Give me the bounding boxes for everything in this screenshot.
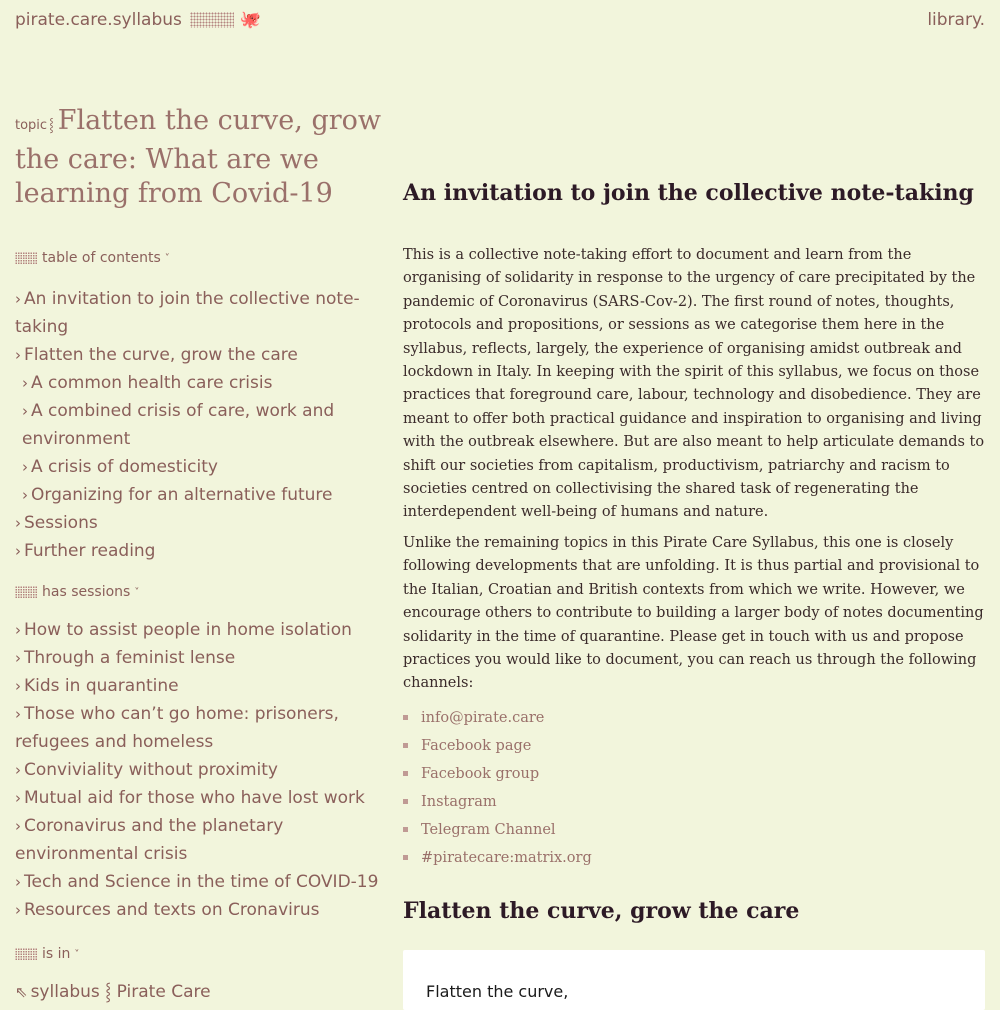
grid-icon bbox=[15, 252, 37, 265]
chevron-right-icon: › bbox=[15, 649, 21, 667]
contact-link[interactable] bbox=[403, 704, 985, 732]
main-content bbox=[403, 180, 985, 924]
toc-item[interactable] bbox=[15, 537, 390, 565]
toc-list bbox=[15, 285, 390, 565]
topic-heading bbox=[15, 104, 390, 211]
chevron-right-icon: › bbox=[15, 873, 21, 891]
sessions-label: has sessions bbox=[42, 584, 131, 600]
grid-icon bbox=[15, 948, 37, 961]
toc-label: table of contents bbox=[42, 250, 161, 266]
session-item-label: Kids in quarantine bbox=[24, 676, 179, 696]
sessions-section bbox=[15, 584, 390, 924]
session-item[interactable] bbox=[15, 672, 390, 700]
bullet-icon bbox=[403, 743, 408, 748]
contact-label: info@pirate.care bbox=[421, 709, 545, 726]
contact-label: Facebook group bbox=[421, 765, 540, 782]
invitation-heading: An invitation to join the collective note-taking bbox=[403, 180, 974, 206]
session-item[interactable] bbox=[15, 616, 390, 644]
chevron-down-icon: ˅ bbox=[164, 252, 170, 264]
bullet-icon bbox=[403, 855, 408, 860]
toc-item-label: Flatten the curve, grow the care bbox=[24, 345, 298, 365]
contact-link[interactable] bbox=[403, 844, 985, 872]
toc-item[interactable] bbox=[15, 481, 390, 509]
contact-link[interactable] bbox=[403, 732, 985, 760]
toc-item[interactable] bbox=[15, 397, 390, 453]
toc-item[interactable] bbox=[15, 341, 390, 369]
session-item[interactable] bbox=[15, 896, 390, 924]
contact-link[interactable] bbox=[403, 760, 985, 788]
chevron-right-icon: › bbox=[15, 817, 21, 835]
sessions-list bbox=[15, 616, 390, 924]
chevron-right-icon: › bbox=[15, 677, 21, 695]
bullet-icon bbox=[403, 771, 408, 776]
toc-item[interactable] bbox=[15, 285, 390, 341]
chevron-right-icon: › bbox=[22, 402, 28, 420]
session-item-label: Those who can’t go home: prisoners, refugees and homeless bbox=[15, 704, 339, 752]
is-in-label: is in bbox=[42, 946, 71, 962]
session-item-label: Tech and Science in the time of COVID-19 bbox=[24, 872, 379, 892]
session-item-label: Coronavirus and the planetary environmental crisis bbox=[15, 816, 284, 864]
session-item-label: How to assist people in home isolation bbox=[24, 620, 352, 640]
library-link[interactable]: library. bbox=[927, 10, 985, 30]
octopus-icon: 🐙 bbox=[239, 10, 262, 30]
topic-label: topic bbox=[15, 118, 48, 133]
is-in-item-label: syllabus ⸾ Pirate Care bbox=[30, 982, 211, 1002]
flatten-heading: Flatten the curve, grow the care bbox=[403, 897, 800, 924]
sessions-toggle[interactable] bbox=[15, 584, 390, 600]
arrow-up-left-icon: ⇖ bbox=[15, 983, 28, 1001]
toc-item-label: An invitation to join the collective note-taking bbox=[15, 289, 360, 337]
chevron-down-icon: ˅ bbox=[74, 948, 80, 960]
top-bar bbox=[0, 0, 1000, 44]
is-in-toggle[interactable] bbox=[15, 946, 390, 962]
session-item[interactable] bbox=[15, 756, 390, 784]
chevron-right-icon: › bbox=[15, 789, 21, 807]
toc-item[interactable] bbox=[15, 509, 390, 537]
session-item-label: Resources and texts on Cronavirus bbox=[24, 900, 320, 920]
chevron-down-icon: ˅ bbox=[134, 586, 140, 598]
brand-link[interactable] bbox=[15, 10, 261, 30]
session-card[interactable] bbox=[403, 950, 985, 1010]
chevron-right-icon: › bbox=[15, 346, 21, 364]
chevron-right-icon: › bbox=[15, 705, 21, 723]
session-item-label: Mutual aid for those who have lost work bbox=[24, 788, 365, 808]
is-in-item[interactable] bbox=[15, 978, 390, 1006]
toc-item-label: A common health care crisis bbox=[31, 373, 273, 393]
contact-label: Telegram Channel bbox=[421, 821, 556, 838]
toc-item-label: A combined crisis of care, work and environment bbox=[22, 401, 335, 449]
bullet-icon bbox=[403, 715, 408, 720]
card-title: Flatten the curve, bbox=[426, 982, 569, 1001]
session-item[interactable] bbox=[15, 700, 390, 756]
toc-item-label: Organizing for an alternative future bbox=[31, 485, 333, 505]
chevron-right-icon: › bbox=[22, 486, 28, 504]
chevron-right-icon: › bbox=[15, 290, 21, 308]
chevron-right-icon: › bbox=[22, 458, 28, 476]
topic-separator-icon: ⸾ bbox=[49, 118, 54, 133]
toc-item-label: A crisis of domesticity bbox=[31, 457, 218, 477]
topic-title: Flatten the curve, grow the care: What are we learning from Covid-19 bbox=[15, 105, 382, 209]
intro-paragraph: This is a collective note-taking effort to document and learn from the organising of solidarity in response to the urgency of care precipitated by the pandemic of Coronavirus (SARS-Cov-2). The first round of notes, thoughts, protocols and propositions, or sessions as we categorise them here in the syllabus, reflects, largely, the experience of organising amidst outbreak and lockdown in Italy. In keeping with the spirit of this syllabus, we focus on those practices that foreground care, labour, technology and disobedience. They are meant to offer both practical guidance and inspiration to organising and living with the outbreak elsewhere. But are also meant to help articulate demands to shift our societies from capitalism, productivism, patriarchy and racism to societies centred on collectivising the shared task of regenerating the interdependent well-being of humans and nature. bbox=[403, 247, 985, 521]
bullet-icon bbox=[403, 827, 408, 832]
contact-label: Instagram bbox=[421, 793, 497, 810]
toc-item-label: Sessions bbox=[24, 513, 98, 533]
session-item[interactable] bbox=[15, 784, 390, 812]
dot-pattern-icon bbox=[190, 12, 234, 28]
session-item-label: Conviviality without proximity bbox=[24, 760, 278, 780]
grid-icon bbox=[15, 586, 37, 599]
toc-item[interactable] bbox=[15, 453, 390, 481]
contact-list bbox=[403, 704, 985, 872]
is-in-section bbox=[15, 946, 390, 1006]
contact-link[interactable] bbox=[403, 788, 985, 816]
is-in-list bbox=[15, 978, 390, 1006]
chevron-right-icon: › bbox=[22, 374, 28, 392]
chevron-right-icon: › bbox=[15, 542, 21, 560]
session-item[interactable] bbox=[15, 812, 390, 868]
second-paragraph: Unlike the remaining topics in this Pirate Care Syllabus, this one is closely following developments that are unfolding. It is thus partial and provisional to the Italian, Croatian and British contexts from which we write. However, we encourage others to contribute to building a larger body of notes documenting solidarity in the time of quarantine. Please get in touch with us and propose practices you would like to document, you can reach us through the following channels: bbox=[403, 534, 984, 692]
contact-label: #piratecare:matrix.org bbox=[421, 849, 592, 866]
contact-link[interactable] bbox=[403, 816, 985, 844]
session-item[interactable] bbox=[15, 644, 390, 672]
table-of-contents bbox=[15, 250, 390, 565]
chevron-right-icon: › bbox=[15, 761, 21, 779]
chevron-right-icon: › bbox=[15, 514, 21, 532]
chevron-right-icon: › bbox=[15, 621, 21, 639]
toc-item[interactable] bbox=[15, 369, 390, 397]
toc-item-label: Further reading bbox=[24, 541, 156, 561]
sidebar bbox=[15, 104, 390, 1002]
chevron-right-icon: › bbox=[15, 901, 21, 919]
session-item-label: Through a feminist lense bbox=[24, 648, 236, 668]
brand-name: pirate.care.syllabus bbox=[15, 10, 182, 30]
session-item[interactable] bbox=[15, 868, 390, 896]
bullet-icon bbox=[403, 799, 408, 804]
contact-label: Facebook page bbox=[421, 737, 532, 754]
toc-toggle[interactable] bbox=[15, 250, 390, 266]
